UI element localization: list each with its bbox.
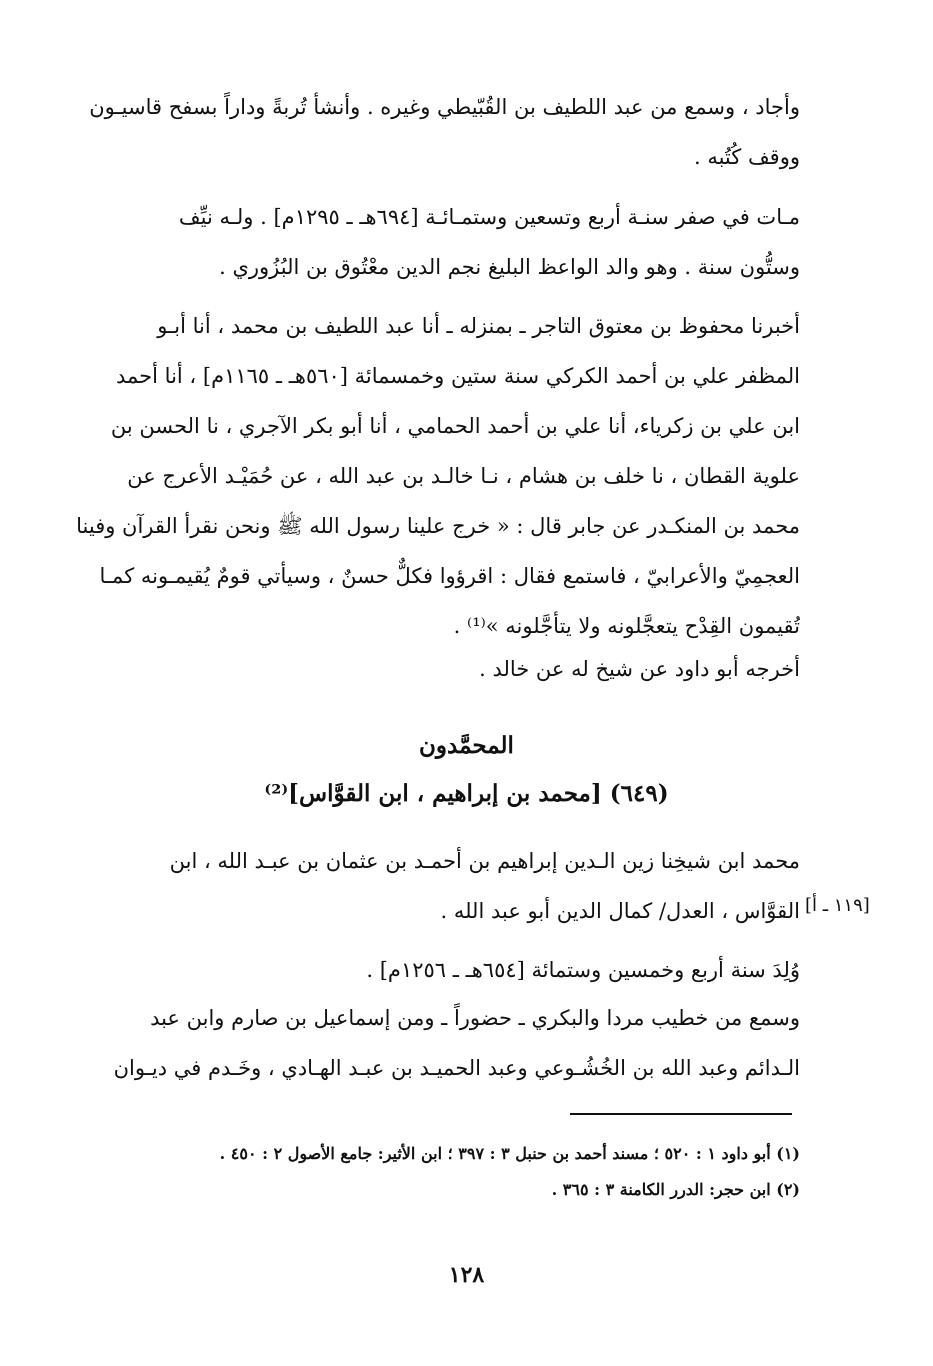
text-line: محمد ابن شيخِنا زين الـدين إبراهيم بن أحمـد بن عثمان بن عبـد الله ، ابن — [169, 849, 800, 873]
text-line: العجمِيّ والأعرابيّ ، فاستمع فقال : اقرؤوا فكلٌّ حسنٌ ، وسيأتي قومٌ يُقيمـونه كمـا — [99, 564, 800, 588]
paragraph-entry-name — [55, 836, 800, 936]
footnote-1: (١) أبو داود ١ : ٥٢٠ ؛ مسند أحمد بن حنبل ٣ : ٣٩٧ ؛ ابن الأثير: جامع الأصول ٢ : ٤٥٠ . — [219, 1144, 800, 1163]
paragraph-teachers — [55, 993, 800, 1093]
paragraph-death — [55, 192, 800, 292]
text-line: المظفر علي بن أحمد الكركي سنة ستين وخمسمائة [٥٦٠هـ ـ ١١٦٥م] ، أنا أحمد — [116, 364, 800, 388]
text-line: مـات في صفر سنـة أربع وتسعين وستمـائـة [٦٩٤هـ ـ ١٢٩٥م] . ولـه نيِّف — [178, 205, 800, 229]
text-line: ووقف كُتُبه . — [693, 145, 800, 169]
footnote-divider — [570, 1113, 792, 1115]
text-line: محمد بن المنكـدر عن جابر قال : « خرج علينا رسول الله ﷺ ونحن نقرأ القرآن وفينا — [76, 514, 800, 538]
text-line: وسمع من خطيب مردا والبكري ـ حضوراً ـ ومن إسماعيل بن صارم وابن عبد — [150, 1006, 800, 1030]
paragraph-biography-end — [55, 82, 800, 182]
section-heading: المحمَّدون — [419, 732, 514, 759]
folio-margin-note: [١١٩ ـ أ] — [805, 895, 870, 916]
footnote-2: (٢) ابن حجر: الدرر الكامنة ٣ : ٣٦٥ . — [551, 1180, 800, 1199]
text-line: علوية القطان ، نا خلف بن هشام ، نـا خالـد بن عبد الله ، عن حُمَيْـد الأعرج عن — [127, 464, 800, 488]
text-line: وُلِدَ سنة أربع وخمسين وستمائة [٦٥٤هـ ـ ١٢٥٦م] . — [366, 958, 800, 982]
entry-heading: (٦٤٩) [محمد بن إبراهيم ، ابن القوَّاس]⁽²⁾ — [264, 780, 669, 807]
text-line: القوَّاس ، العدل/ كمال الدين أبو عبد الله . — [440, 899, 800, 923]
page-number: ١٢٨ — [448, 1262, 485, 1288]
text-line: ابن علي بن زكرياء، أنا علي بن أحمد الحمامي ، أنا أبو بكر الآجري ، نا الحسن بن — [110, 414, 800, 438]
text-line: تُقيمون القِدْح يتعجَّلونه ولا يتأجَّلونه »⁽¹⁾ . — [453, 614, 800, 638]
text-line: الـدائم وعبد الله بن الخُشُـوعي وعبد الحميـد بن عبـد الهـادي ، وخَـدم في ديـوان — [113, 1056, 800, 1080]
text-line: وستُّون سنة . وهو والد الواعظ البليغ نجم الدين معْتُوق بن البُزُوري . — [219, 255, 800, 279]
text-line: أخرجه أبو داود عن شيخ له عن خالد . — [479, 657, 800, 681]
paragraph-hadith-chain — [55, 301, 800, 651]
text-line: أخبرنا محفوظ بن معتوق التاجر ـ بمنزله ـ أنا عبد اللطيف بن محمد ، أنا أبـو — [157, 314, 800, 338]
text-line: وأجاد ، وسمع من عبد اللطيف بن القُبّيطي وغيره . وأنشأ تُربةً وداراً بسفح قاسيـون — [89, 95, 800, 119]
paragraph-birth — [55, 945, 800, 995]
paragraph-takhrij — [55, 644, 800, 694]
